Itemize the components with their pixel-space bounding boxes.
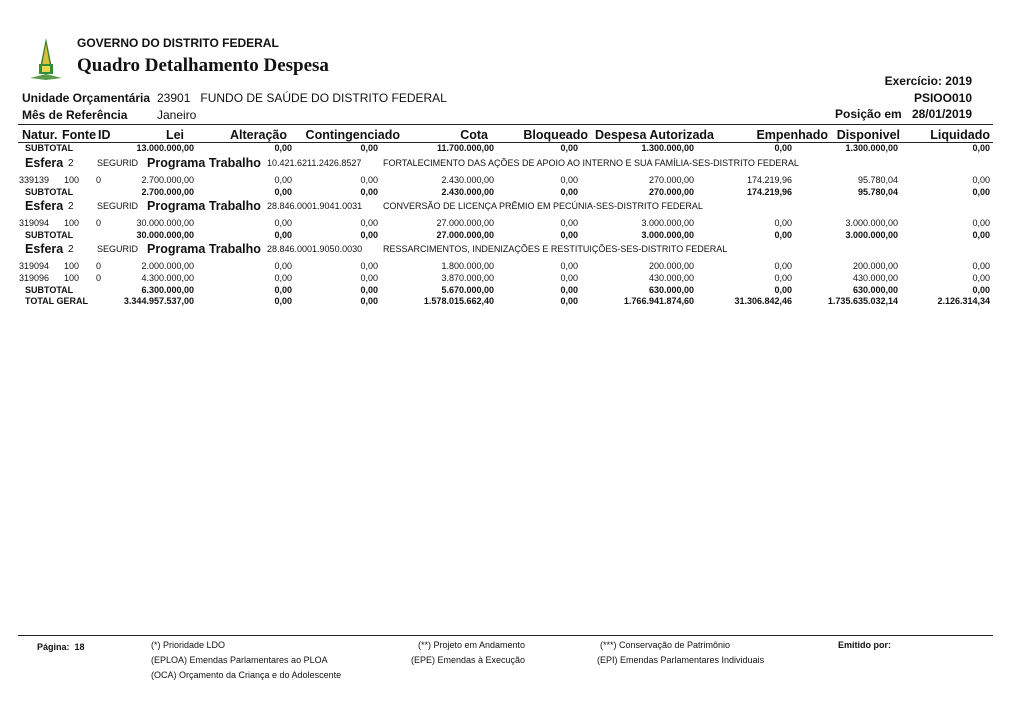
subtotal-row <box>0 143 1024 156</box>
cell-contingenciado: 0,00 <box>360 273 378 283</box>
col-bloqueado: Bloqueado <box>523 128 588 142</box>
cell-lei: 4.300.000,00 <box>141 273 194 283</box>
cell-cota: 2.430.000,00 <box>441 187 494 197</box>
col-alteracao: Alteração <box>230 128 287 142</box>
programa-code: 10.421.6211.2426.8527 <box>267 158 362 168</box>
cell-fonte: 100 <box>64 273 80 283</box>
cell-cota: 27.000.000,00 <box>436 218 494 228</box>
cell-contingenciado: 0,00 <box>360 175 378 185</box>
cell-contingenciado: 0,00 <box>360 261 378 271</box>
unidade-value: 23901 FUNDO DE SAÚDE DO DISTRITO FEDERAL <box>157 91 447 105</box>
cell-natur: 339139 <box>19 175 50 185</box>
cell-cota: 11.700.000,00 <box>436 143 494 153</box>
cell-id: 0 <box>96 261 102 271</box>
report-code: PSIOO010 <box>913 91 972 105</box>
cell-contingenciado: 0,00 <box>360 230 378 240</box>
cell-liquidado: 0,00 <box>972 218 990 228</box>
cell-disponivel: 1.735.635.032,14 <box>827 296 898 306</box>
mes-label: Mês de Referência <box>22 108 128 122</box>
cell-cota: 3.870.000,00 <box>441 273 494 283</box>
cell-despesa-autorizada: 430.000,00 <box>648 273 694 283</box>
organization-name: GOVERNO DO DISTRITO FEDERAL <box>77 36 279 50</box>
cell-alteracao: 0,00 <box>274 218 292 228</box>
legend-epi: (EPI) Emendas Parlamentares Individuais <box>597 655 765 665</box>
cell-natur: 319096 <box>19 273 50 283</box>
exercicio: Exercício: 2019 <box>884 74 972 88</box>
cell-bloqueado: 0,00 <box>560 218 578 228</box>
cell-contingenciado: 0,00 <box>360 187 378 197</box>
cell-bloqueado: 0,00 <box>560 230 578 240</box>
cell-id: 0 <box>96 175 102 185</box>
cell-liquidado: 0,00 <box>972 187 990 197</box>
cell-lei: 30.000.000,00 <box>136 218 194 228</box>
cell-despesa-autorizada: 630.000,00 <box>648 285 694 295</box>
cell-cota: 2.430.000,00 <box>441 175 494 185</box>
footer-divider <box>18 635 993 636</box>
cell-lei: 2.700.000,00 <box>141 187 194 197</box>
cell-liquidado: 0,00 <box>972 175 990 185</box>
programa-trabalho-label: Programa Trabalho <box>147 242 261 256</box>
cell-liquidado: 0,00 <box>972 285 990 295</box>
cell-cota: 5.670.000,00 <box>441 285 494 295</box>
cell-disponivel: 95.780,04 <box>857 175 898 185</box>
cell-fonte: 100 <box>64 218 80 228</box>
cell-disponivel: 630.000,00 <box>852 285 898 295</box>
legend-prioridade-ldo: (*) Prioridade LDO <box>151 640 226 650</box>
col-natur: Natur. <box>22 128 58 142</box>
cell-empenhado: 31.306.842,46 <box>734 296 792 306</box>
programa-description: FORTALECIMENTO DAS AÇÕES DE APOIO AO INTERNO E SUA FAMÍLIA-SES-DISTRITO FEDERAL <box>383 158 799 168</box>
cell-cota: 1.578.015.662,40 <box>423 296 494 306</box>
cell-empenhado: 0,00 <box>774 143 792 153</box>
cell-empenhado: 0,00 <box>774 230 792 240</box>
legend-eploa: (EPLOA) Emendas Parlamentares ao PLOA <box>151 655 328 665</box>
cell-lei: 2.000.000,00 <box>141 261 194 271</box>
cell-fonte: 100 <box>64 175 80 185</box>
subtotal-label: SUBTOTAL <box>25 143 74 153</box>
cell-empenhado: 0,00 <box>774 261 792 271</box>
mes-value: Janeiro <box>157 108 197 122</box>
cell-despesa-autorizada: 1.766.941.874,60 <box>623 296 694 306</box>
cell-bloqueado: 0,00 <box>560 273 578 283</box>
col-contingenciado: Contingenciado <box>305 128 400 142</box>
cell-contingenciado: 0,00 <box>360 296 378 306</box>
legend-oca: (OCA) Orçamento da Criança e do Adolescente <box>151 670 342 680</box>
col-liquidado: Liquidado <box>930 128 990 142</box>
programa-code: 28.846.0001.9050.0030 <box>267 244 363 254</box>
cell-disponivel: 430.000,00 <box>852 273 898 283</box>
cell-lei: 2.700.000,00 <box>141 175 194 185</box>
programa-description: CONVERSÃO DE LICENÇA PRÊMIO EM PECÚNIA-SES-DISTRITO FEDERAL <box>383 201 703 211</box>
emitido-por-label: Emitido por: <box>838 640 891 650</box>
cell-cota: 1.800.000,00 <box>441 261 494 271</box>
cell-despesa-autorizada: 3.000.000,00 <box>641 218 694 228</box>
cell-alteracao: 0,00 <box>274 296 292 306</box>
col-id: ID <box>98 128 111 142</box>
cell-despesa-autorizada: 270.000,00 <box>648 175 694 185</box>
header-divider <box>18 124 993 125</box>
cell-natur: 319094 <box>19 218 50 228</box>
programa-trabalho-label: Programa Trabalho <box>147 156 261 170</box>
legend-projeto-andamento: (**) Projeto em Andamento <box>418 640 526 650</box>
esfera-label: Esfera <box>25 199 64 213</box>
cell-alteracao: 0,00 <box>274 143 292 153</box>
esfera-number: 2 <box>68 158 74 169</box>
cell-empenhado: 174.219,96 <box>746 175 792 185</box>
cell-alteracao: 0,00 <box>274 187 292 197</box>
cell-disponivel: 3.000.000,00 <box>845 230 898 240</box>
legend-epe: (EPE) Emendas à Execução <box>411 655 526 665</box>
col-despesa-autorizada: Despesa Autorizada <box>594 128 714 142</box>
cell-empenhado: 0,00 <box>774 218 792 228</box>
cell-contingenciado: 0,00 <box>360 143 378 153</box>
cell-empenhado: 0,00 <box>774 285 792 295</box>
programa-code: 28.846.0001.9041.0031 <box>267 201 363 211</box>
esfera-number: 2 <box>68 201 74 212</box>
cell-lei: 6.300.000,00 <box>141 285 194 295</box>
unidade-label: Unidade Orçamentária <box>22 91 151 105</box>
cell-natur: 319094 <box>19 261 50 271</box>
cell-alteracao: 0,00 <box>274 175 292 185</box>
cell-id: 0 <box>96 218 102 228</box>
cell-liquidado: 0,00 <box>972 261 990 271</box>
pagina-label: Página: <box>37 642 70 652</box>
esfera-row <box>0 199 1024 215</box>
cell-bloqueado: 0,00 <box>560 143 578 153</box>
legend-conservacao: (***) Conservação de Patrimônio <box>600 640 731 650</box>
subtotal-label: SUBTOTAL <box>25 230 74 240</box>
esfera-number: 2 <box>68 244 74 255</box>
report-title: Quadro Detalhamento Despesa <box>77 55 329 76</box>
cell-lei: 13.000.000,00 <box>136 143 194 153</box>
cell-liquidado: 0,00 <box>972 273 990 283</box>
cell-cota: 27.000.000,00 <box>436 230 494 240</box>
gdf-logo-icon <box>28 38 64 82</box>
cell-bloqueado: 0,00 <box>560 285 578 295</box>
cell-bloqueado: 0,00 <box>560 187 578 197</box>
cell-despesa-autorizada: 200.000,00 <box>648 261 694 271</box>
cell-alteracao: 0,00 <box>274 230 292 240</box>
total-geral-row <box>0 296 1024 309</box>
posicao-date: 28/01/2019 <box>911 107 972 121</box>
cell-empenhado: 174.219,96 <box>746 187 792 197</box>
cell-disponivel: 200.000,00 <box>852 261 898 271</box>
cell-liquidado: 2.126.314,34 <box>937 296 990 306</box>
cell-contingenciado: 0,00 <box>360 218 378 228</box>
cell-disponivel: 3.000.000,00 <box>845 218 898 228</box>
cell-bloqueado: 0,00 <box>560 261 578 271</box>
cell-lei: 3.344.957.537,00 <box>123 296 194 306</box>
cell-despesa-autorizada: 1.300.000,00 <box>641 143 694 153</box>
esfera-label: Esfera <box>25 156 64 170</box>
posicao-label: Posição em <box>835 107 902 121</box>
seguridade-code: SEGURID <box>97 158 139 168</box>
cell-empenhado: 0,00 <box>774 273 792 283</box>
cell-contingenciado: 0,00 <box>360 285 378 295</box>
cell-bloqueado: 0,00 <box>560 175 578 185</box>
page-label <box>37 642 85 652</box>
subtotal-label: SUBTOTAL <box>25 285 74 295</box>
esfera-row <box>0 242 1024 258</box>
cell-alteracao: 0,00 <box>274 261 292 271</box>
cell-disponivel: 1.300.000,00 <box>845 143 898 153</box>
col-lei: Lei <box>165 128 184 142</box>
cell-despesa-autorizada: 3.000.000,00 <box>641 230 694 240</box>
esfera-row <box>0 156 1024 172</box>
cell-id: 0 <box>96 273 102 283</box>
cell-liquidado: 0,00 <box>972 230 990 240</box>
col-empenhado: Empenhado <box>756 128 828 142</box>
col-cota: Cota <box>460 128 488 142</box>
cell-lei: 30.000.000,00 <box>136 230 194 240</box>
total-geral-label: TOTAL GERAL <box>25 296 88 306</box>
col-fonte: Fonte <box>62 128 97 142</box>
seguridade-code: SEGURID <box>97 201 139 211</box>
cell-alteracao: 0,00 <box>274 273 292 283</box>
col-disponivel: Disponivel <box>836 128 900 142</box>
cell-disponivel: 95.780,04 <box>857 187 898 197</box>
programa-description: RESSARCIMENTOS, INDENIZAÇÕES E RESTITUIÇÕES-SES-DISTRITO FEDERAL <box>383 244 728 254</box>
esfera-label: Esfera <box>25 242 64 256</box>
cell-bloqueado: 0,00 <box>560 296 578 306</box>
seguridade-code: SEGURID <box>97 244 139 254</box>
cell-fonte: 100 <box>64 261 80 271</box>
programa-trabalho-label: Programa Trabalho <box>147 199 261 213</box>
pagina-number: 18 <box>74 642 85 652</box>
cell-liquidado: 0,00 <box>972 143 990 153</box>
subtotal-label: SUBTOTAL <box>25 187 74 197</box>
cell-despesa-autorizada: 270.000,00 <box>648 187 694 197</box>
cell-alteracao: 0,00 <box>274 285 292 295</box>
